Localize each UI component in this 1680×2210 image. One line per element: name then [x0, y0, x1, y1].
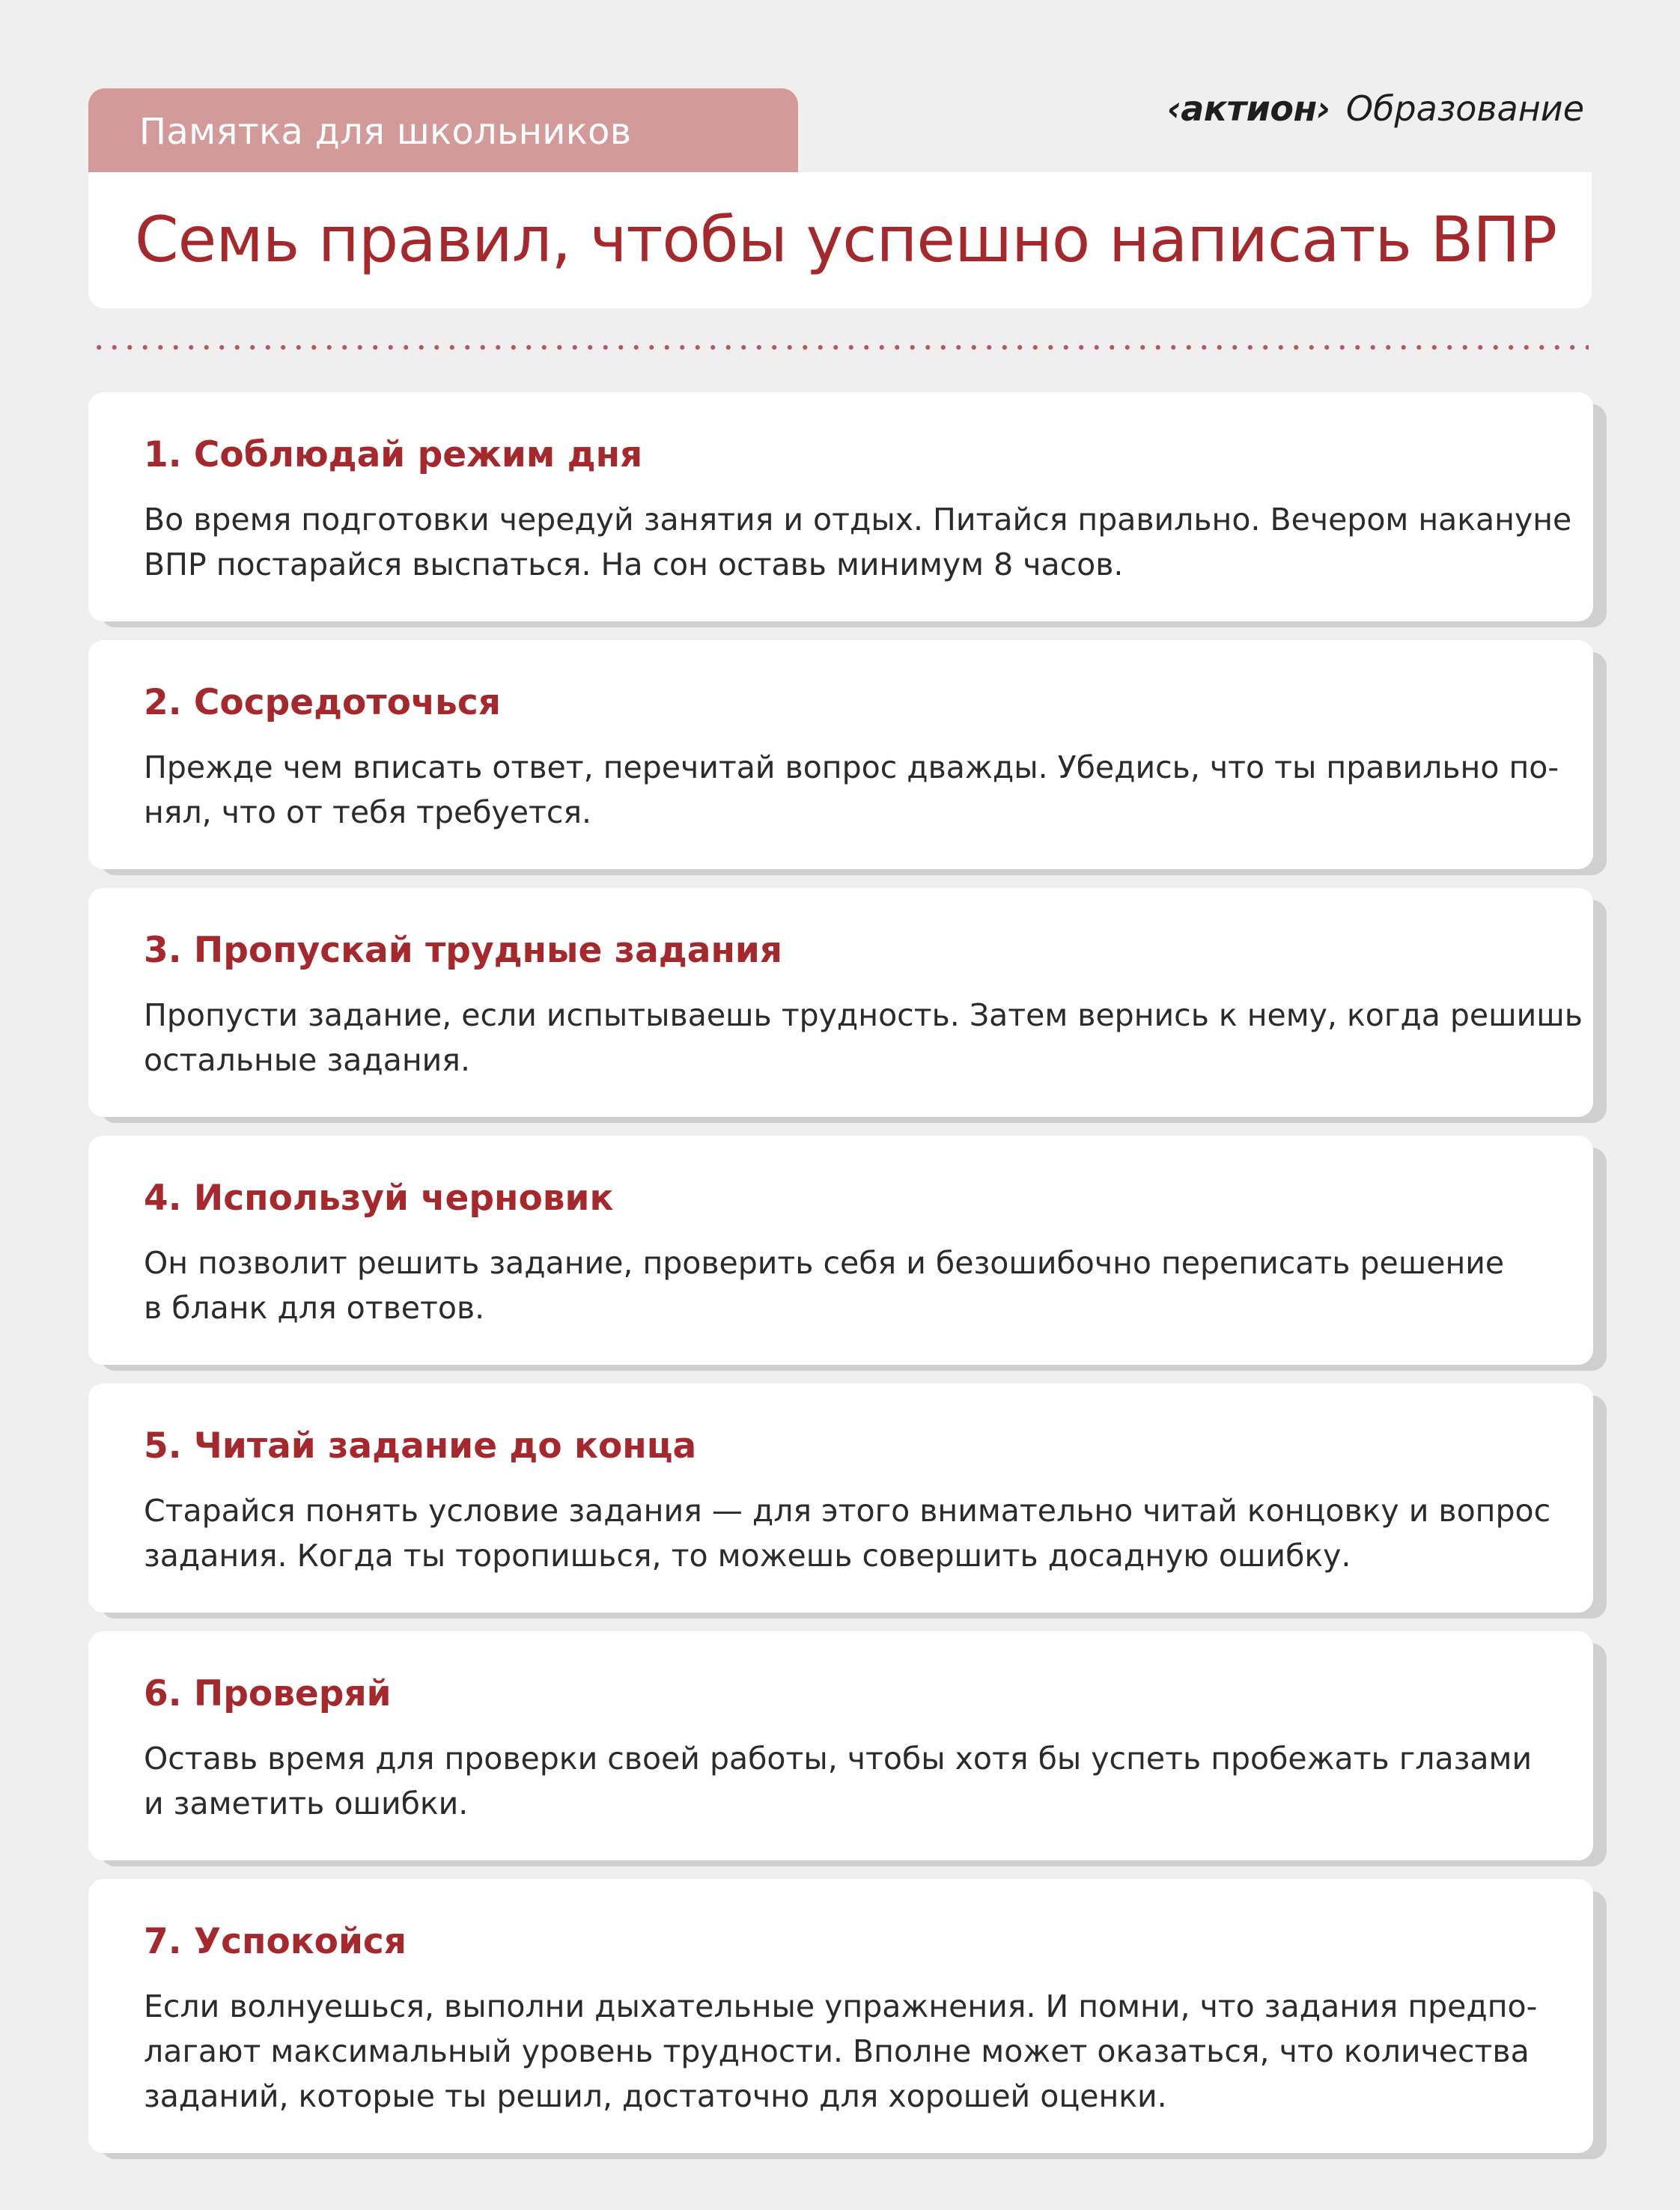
- rule-text-line: Во время подготовки чередуй занятия и отдых. Питайся правильно. Вечером накануне: [144, 502, 1572, 538]
- rule-text-line: Пропусти задание, если испытываешь трудность. Затем вернись к нему, когда решишь: [144, 997, 1583, 1034]
- rule-text-line: Если волнуешься, выполни дыхательные упражнения. И помни, что задания предпо-: [144, 1988, 1538, 2025]
- rule-text-line: в бланк для ответов.: [144, 1290, 485, 1327]
- rule-card-body: [88, 392, 1593, 621]
- rule-title: 6. Проверяй: [144, 1673, 392, 1714]
- rule-card-body: [88, 640, 1593, 869]
- logo-brand: ‹актион›: [1166, 88, 1331, 129]
- rules-list: [88, 392, 1593, 2172]
- rule-card-body: [88, 888, 1593, 1117]
- rule-text: [144, 993, 1583, 1083]
- rule-text: [144, 1736, 1548, 1826]
- logo-subtitle: Образование: [1345, 88, 1584, 129]
- rule-title: 3. Пропускай трудные задания: [144, 930, 783, 971]
- page-title: Семь правил, чтобы успешно написать ВПР: [135, 203, 1557, 276]
- rule-card-body: [88, 1879, 1593, 2153]
- rule-card-body: [88, 1136, 1593, 1365]
- title-box: [88, 172, 1592, 308]
- rule-text-line: ВПР постарайся выспаться. На сон оставь минимум 8 часов.: [144, 547, 1124, 583]
- rule-card-body: [88, 1631, 1593, 1860]
- dotted-divider: [91, 344, 1589, 350]
- rule-text: [144, 1488, 1551, 1578]
- rule-text: [144, 497, 1572, 587]
- rule-title: 1. Соблюдай режим дня: [144, 434, 643, 475]
- rule-title: 5. Читай задание до конца: [144, 1425, 697, 1467]
- rule-title: 2. Сосредоточься: [144, 682, 501, 723]
- rule-card: [88, 888, 1593, 1117]
- category-tag-label: Памятка для школьников: [139, 111, 632, 153]
- rule-card: [88, 392, 1593, 621]
- rule-text: [144, 1241, 1548, 1330]
- aktion-logo: [1166, 88, 1584, 129]
- rule-text-line: остальные задания.: [144, 1042, 470, 1079]
- rule-text: [144, 745, 1559, 835]
- rule-text-line: Прежде чем вписать ответ, перечитай вопрос дважды. Убедись, что ты правильно по-: [144, 749, 1559, 786]
- rule-text-line: задания. Когда ты торопишься, то можешь совершить досадную ошибку.: [144, 1538, 1351, 1574]
- rule-text-line: заданий, которые ты решил, достаточно для хорошей оценки.: [144, 2078, 1167, 2115]
- rule-text-line: Оставь время для проверки своей работы, чтобы хотя бы успеть пробежать глазами: [144, 1741, 1533, 1777]
- rule-card: [88, 1383, 1593, 1613]
- rule-card-body: [88, 1383, 1593, 1613]
- rule-title: 4. Используй черновик: [144, 1178, 614, 1219]
- rule-text-line: Он позволит решить задание, проверить себя и безошибочно переписать решение: [144, 1245, 1505, 1282]
- rule-text-line: нял, что от тебя требуется.: [144, 794, 592, 831]
- rule-text-line: Старайся понять условие задания — для этого внимательно читай концовку и вопрос: [144, 1493, 1551, 1529]
- rule-text-line: лагают максимальный уровень трудности. Вполне может оказаться, что количества: [144, 2033, 1530, 2070]
- rule-card: [88, 1879, 1593, 2153]
- rule-title: 7. Успокойся: [144, 1921, 407, 1962]
- rule-text: [144, 1984, 1548, 2119]
- rule-text-line: и заметить ошибки.: [144, 1786, 469, 1822]
- rule-card: [88, 1136, 1593, 1365]
- rule-card: [88, 1631, 1593, 1860]
- rule-card: [88, 640, 1593, 869]
- category-tag: [88, 88, 798, 172]
